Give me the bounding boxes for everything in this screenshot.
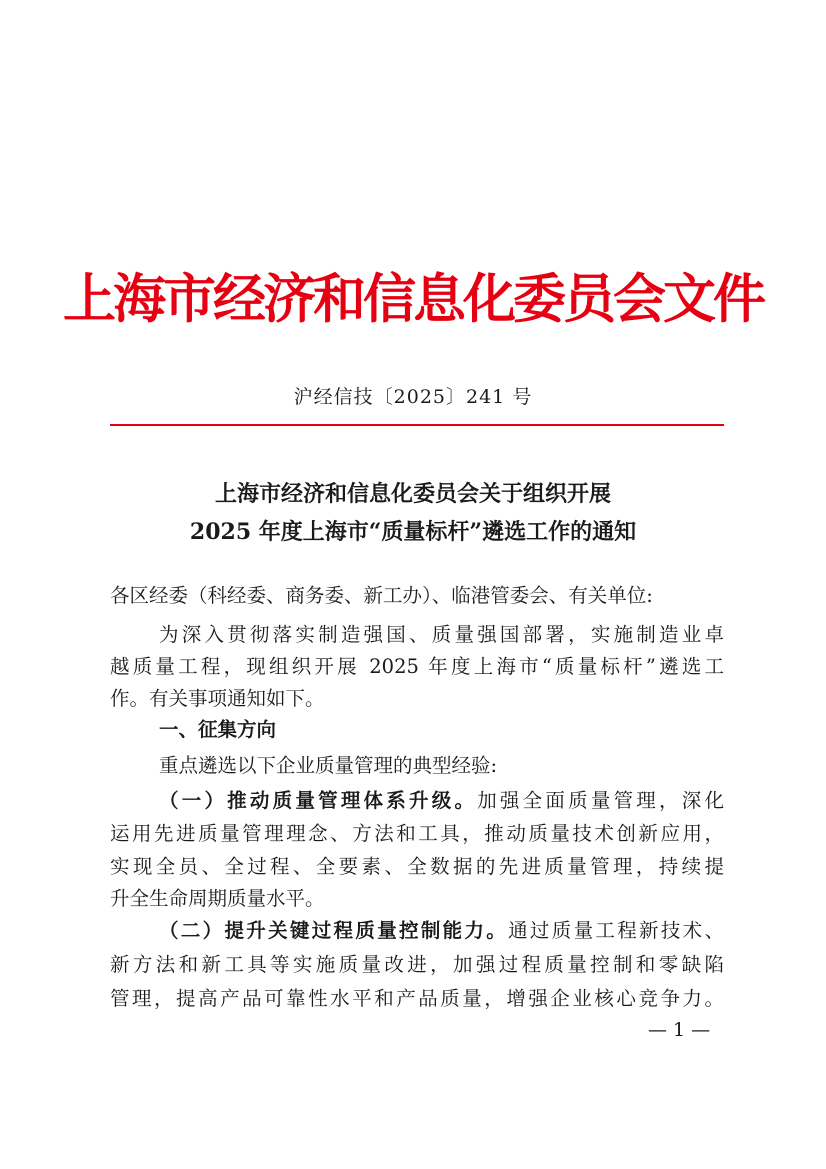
item-1-text: 加强全面质量管理，深化: [477, 789, 724, 812]
intro-line-2: 越质量工程，现组织开展 2025 年度上海市“质量标杆”遴选工: [110, 655, 724, 678]
document-title-line-2: 2025 年度上海市“质量标杆”遴选工作的通知: [189, 519, 637, 545]
item-2-line-2: 新方法和新工具等实施质量改进，加强过程质量控制和零缺陷: [110, 953, 724, 976]
intro-line-3: 作。有关事项通知如下。: [110, 687, 325, 710]
item-2-line-1: [159, 915, 724, 947]
red-divider-rule: [110, 424, 724, 426]
item-2-text: 通过质量工程新技术、: [508, 919, 724, 942]
item-1-line-4: 升全生命周期质量水平。: [110, 887, 325, 910]
document-number: 沪经信技〔2025〕241 号: [293, 386, 533, 408]
intro-line-1: 为深入贯彻落实制造强国、质量强国部署，实施制造业卓: [159, 623, 724, 646]
item-1-label: （一）推动质量管理体系升级。: [159, 789, 478, 812]
section-1-lead: 重点遴选以下企业质量管理的典型经验:: [159, 754, 498, 777]
item-2-label: （二）提升关键过程质量控制能力。: [159, 919, 509, 942]
item-1-line-2: 运用先进质量管理理念、方法和工具，推动质量技术创新应用，: [110, 822, 724, 845]
document-title-line-1: 上海市经济和信息化委员会关于组织开展: [214, 481, 611, 507]
section-1-heading: 一、征集方向: [159, 718, 277, 741]
item-1-line-1: [159, 785, 724, 817]
item-1-line-3: 实现全员、全过程、全要素、全数据的先进质量管理，持续提: [110, 855, 724, 878]
item-2-line-3: 管理，提高产品可靠性水平和产品质量，增强企业核心竞争力。: [110, 987, 724, 1010]
addressee: 各区经委（科经委、商务委、新工办）、临港管委会、有关单位:: [110, 584, 653, 607]
page-number: — 1 —: [648, 1019, 711, 1041]
document-masthead: 上海市经济和信息化委员会文件: [63, 268, 763, 330]
